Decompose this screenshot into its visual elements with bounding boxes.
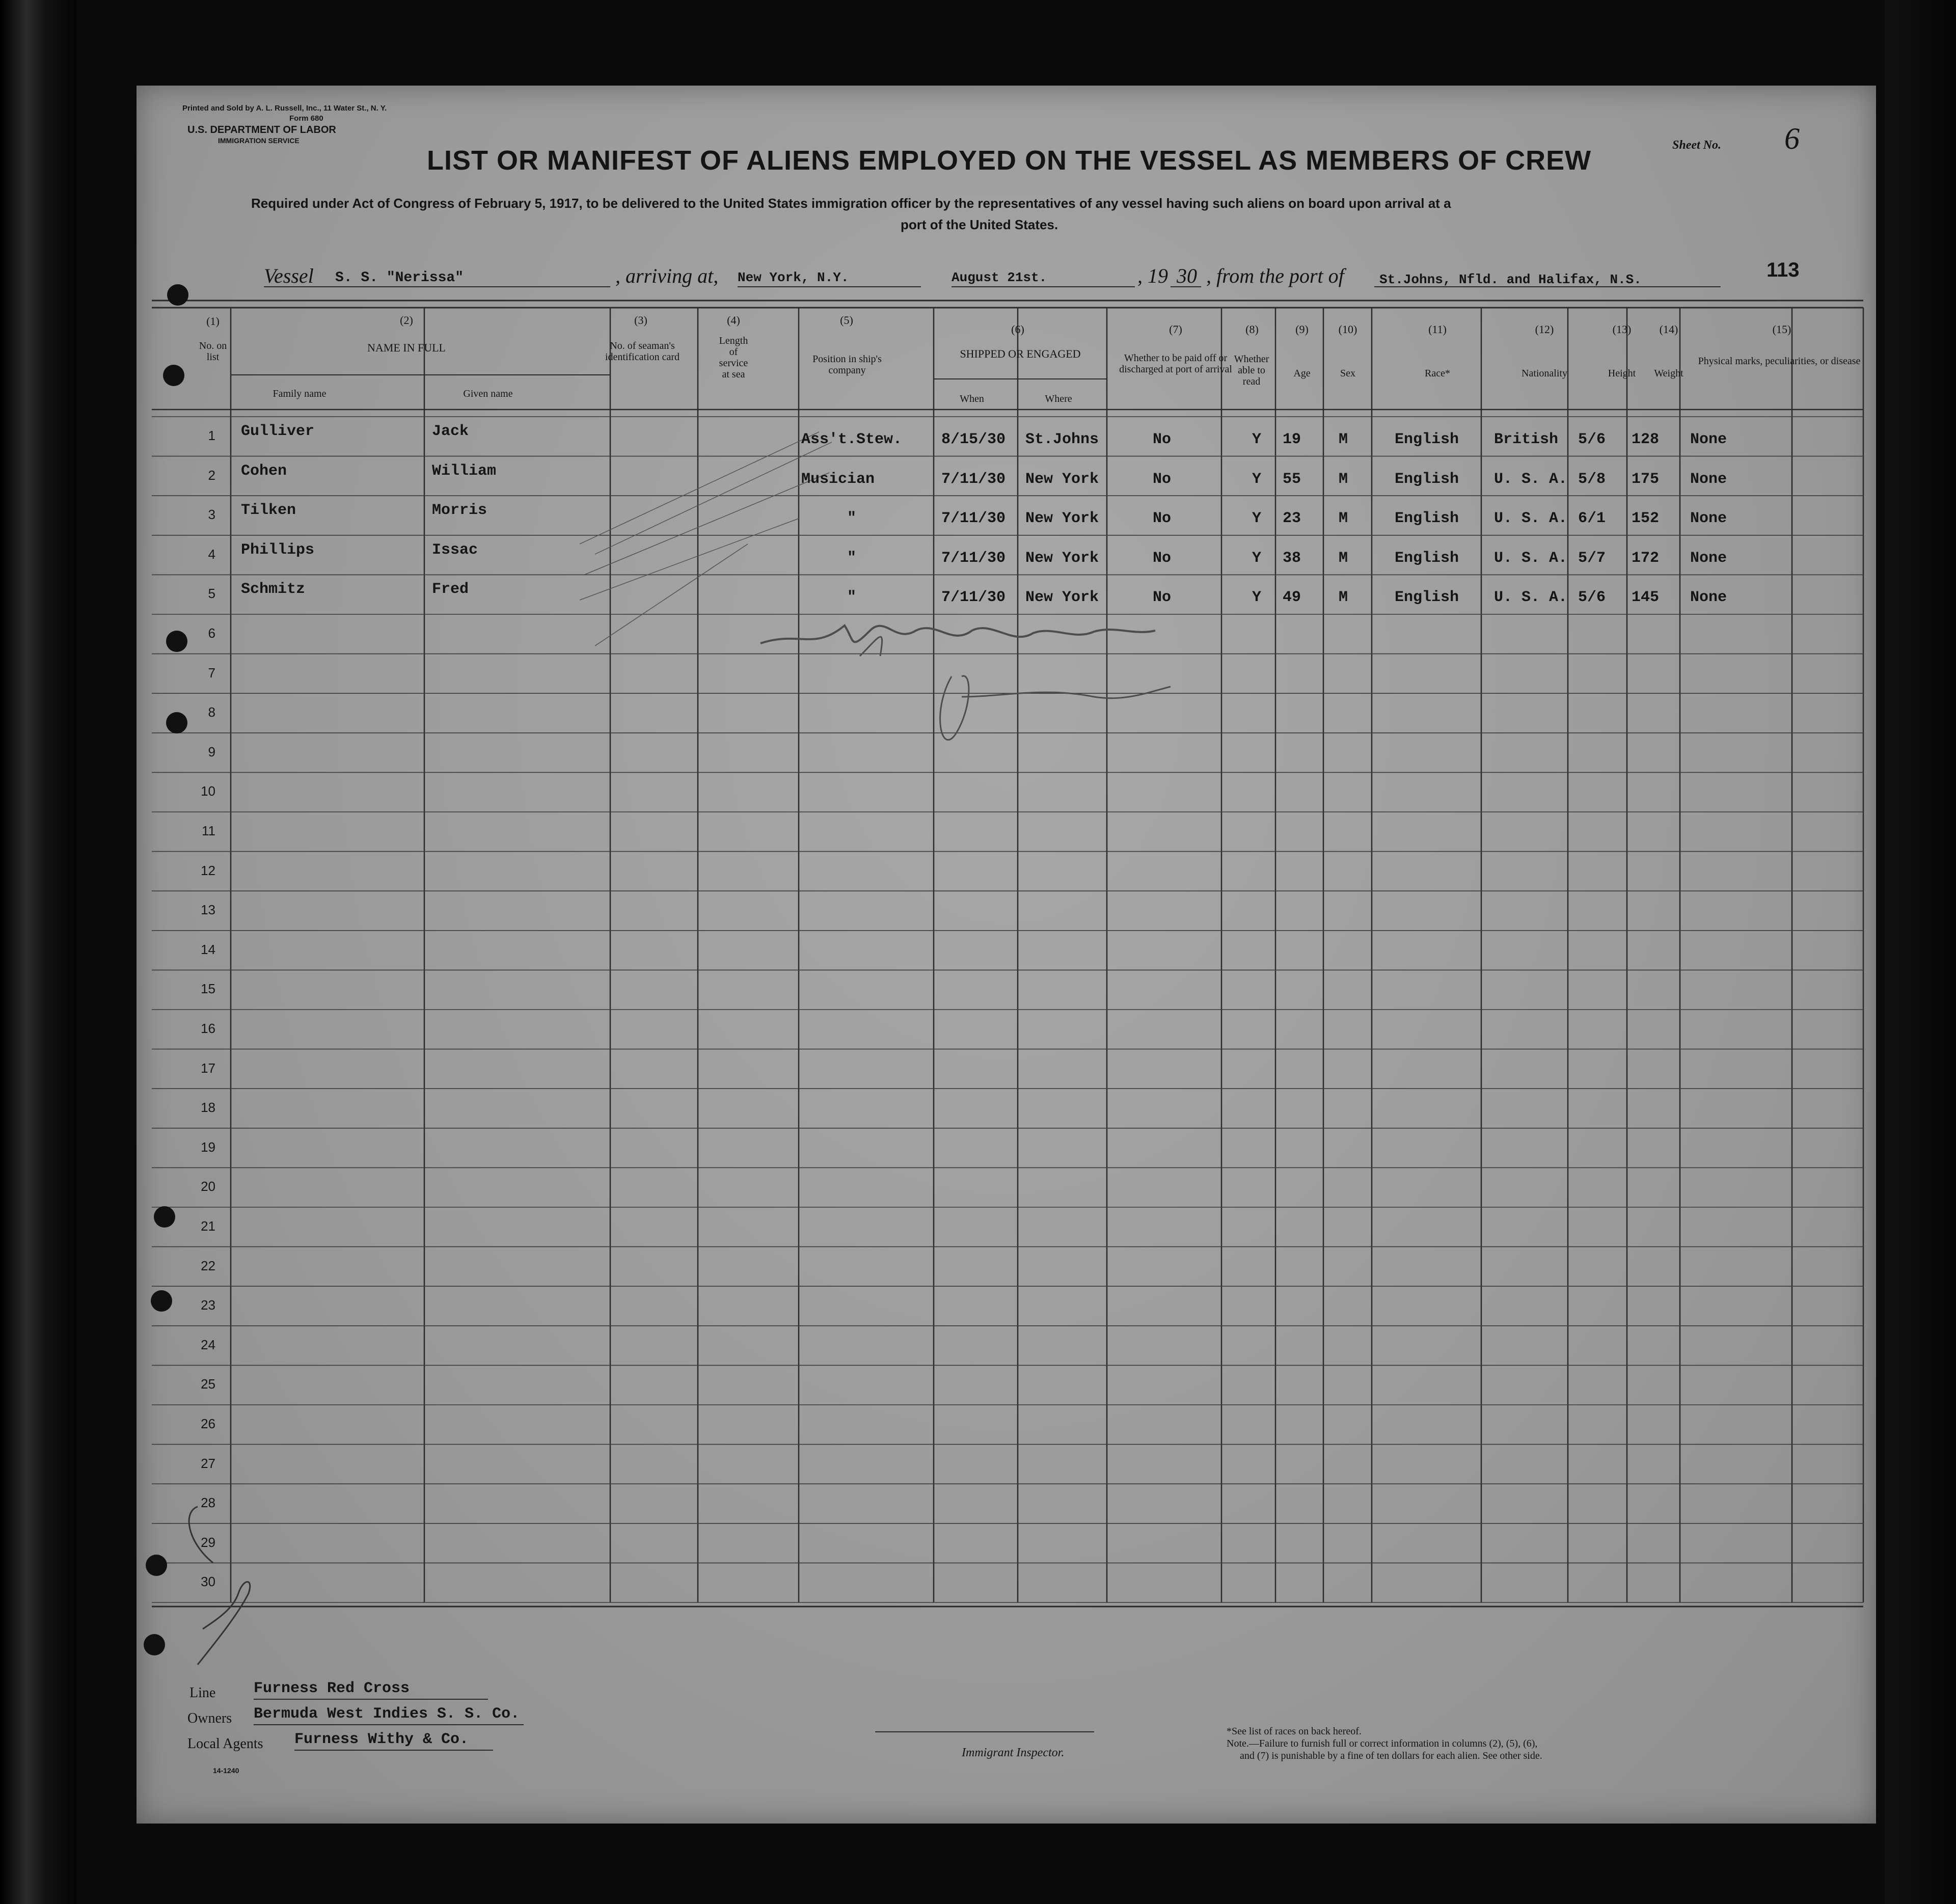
- col7-header: Whether to be paid off or discharged at port of arrival: [1119, 352, 1232, 375]
- row-number: 19: [201, 1139, 215, 1155]
- col8-header: Whether able to read: [1234, 353, 1269, 387]
- row-number: 29: [201, 1534, 215, 1550]
- cell-position: ": [847, 510, 857, 528]
- cell-family: Tilken: [241, 502, 296, 520]
- punch-hole: [166, 712, 187, 733]
- races-note: *See list of races on back hereof.: [1227, 1726, 1362, 1737]
- cell-race: English: [1395, 470, 1459, 488]
- row-number: 2: [208, 467, 215, 483]
- punch-hole: [163, 365, 184, 386]
- agents-label: Local Agents: [187, 1736, 263, 1752]
- film-right-edge: [1885, 0, 1956, 1904]
- cell-when: 7/11/30: [941, 470, 1006, 488]
- col2-number: (2): [400, 314, 413, 327]
- punch-hole: [144, 1634, 165, 1655]
- arrival-date: August 21st.: [952, 270, 1047, 285]
- cell-family: Phillips: [241, 541, 315, 559]
- cell-read: Y: [1252, 510, 1262, 528]
- col9-header: Age: [1293, 368, 1311, 379]
- sheet-label: Sheet No.: [1672, 139, 1721, 152]
- col6-header: SHIPPED OR ENGAGED: [960, 347, 1081, 360]
- signature-name: [829, 615, 861, 621]
- cell-paid-off: No: [1153, 589, 1172, 607]
- grid-line: [595, 544, 748, 646]
- row-number: 1: [208, 428, 215, 443]
- col3-header: No. of seaman's identification card: [605, 340, 680, 363]
- cell-nationality: U. S. A.: [1494, 549, 1568, 567]
- row-number: 30: [201, 1574, 215, 1590]
- cell-read: Y: [1252, 431, 1262, 448]
- owners-label: Owners: [187, 1710, 232, 1726]
- year-prefix: , 19: [1137, 264, 1168, 287]
- row-number: 22: [201, 1258, 215, 1273]
- col15-header: Physical marks, peculiarities, or disease: [1698, 356, 1861, 367]
- col11-header: Race*: [1425, 368, 1450, 379]
- cell-position: ": [847, 549, 857, 567]
- row-number: 15: [201, 981, 215, 997]
- cell-where: New York: [1025, 589, 1099, 607]
- row-number: 4: [208, 546, 215, 562]
- row-number: 10: [201, 783, 215, 799]
- subtitle-line-2: port of the United States.: [901, 217, 1058, 232]
- arriving-label: , arriving at,: [615, 264, 719, 287]
- col13-header: Height: [1608, 368, 1636, 379]
- col6b-header: Where: [1045, 393, 1072, 404]
- col3-number: (3): [634, 314, 647, 327]
- punch-hole: [166, 631, 187, 652]
- cell-height: 5/6: [1578, 431, 1606, 448]
- row-number: 11: [202, 823, 215, 838]
- cell-paid-off: No: [1153, 470, 1172, 488]
- cell-age: 23: [1283, 510, 1301, 528]
- cell-weight: 172: [1632, 549, 1660, 567]
- cell-height: 5/6: [1578, 589, 1606, 607]
- col13-number: (13): [1612, 323, 1632, 336]
- row-number: 18: [201, 1100, 215, 1116]
- line-value: Furness Red Cross: [254, 1680, 410, 1697]
- cell-weight: 145: [1632, 589, 1660, 607]
- cell-weight: 152: [1632, 510, 1660, 528]
- punch-hole: [167, 284, 188, 306]
- row-number: 27: [201, 1455, 215, 1471]
- col7-number: (7): [1169, 323, 1182, 336]
- department-name: U.S. DEPARTMENT OF LABOR: [187, 124, 336, 135]
- arrival-port: New York, N.Y.: [738, 270, 849, 285]
- col9-number: (9): [1295, 323, 1309, 336]
- agents-value: Furness Withy & Co.: [294, 1731, 469, 1748]
- col5-number: (5): [840, 314, 853, 327]
- vessel-name: S. S. "Nerissa": [335, 270, 464, 286]
- cell-when: 7/11/30: [941, 549, 1006, 567]
- row-number: 5: [208, 586, 215, 602]
- col12-header: Nationality: [1522, 368, 1567, 379]
- cell-given: Issac: [432, 541, 478, 559]
- cell-where: New York: [1025, 510, 1099, 528]
- cell-race: English: [1395, 510, 1459, 528]
- col8-number: (8): [1245, 323, 1259, 336]
- cell-given: Morris: [432, 502, 487, 520]
- cell-where: St.Johns: [1025, 431, 1099, 448]
- line-label: Line: [189, 1685, 216, 1701]
- service-name: IMMIGRATION SERVICE: [218, 137, 300, 145]
- cell-weight: 128: [1632, 431, 1660, 448]
- cell-family: Schmitz: [241, 581, 306, 599]
- from-port-label: , from the port of: [1206, 264, 1344, 287]
- cell-read: Y: [1252, 589, 1262, 607]
- cell-read: Y: [1252, 549, 1262, 567]
- printer-line: Printed and Sold by A. L. Russell, Inc., 11 Water St., N. Y.: [182, 104, 387, 113]
- page-title: LIST OR MANIFEST OF ALIENS EMPLOYED ON THE VESSEL AS MEMBERS OF CREW: [427, 145, 1592, 176]
- departure-ports: St.Johns, Nfld. and Halifax, N.S.: [1379, 272, 1642, 287]
- row-number: 25: [201, 1376, 215, 1392]
- row-number: 16: [201, 1021, 215, 1036]
- cell-given: William: [432, 462, 497, 480]
- penalty-note-2: and (7) is punishable by a fine of ten dollars for each alien. See other side.: [1240, 1750, 1542, 1761]
- cell-height: 5/8: [1578, 470, 1606, 488]
- cell-nationality: U. S. A.: [1494, 510, 1568, 528]
- row-number: 9: [208, 744, 215, 759]
- col6a-header: When: [960, 393, 984, 404]
- cell-given: Fred: [432, 581, 469, 599]
- cell-paid-off: No: [1153, 549, 1172, 567]
- punch-hole: [151, 1290, 172, 1312]
- cell-sex: M: [1339, 510, 1348, 528]
- cell-sex: M: [1339, 431, 1348, 448]
- cell-weight: 175: [1632, 470, 1660, 488]
- cell-when: 7/11/30: [941, 589, 1006, 607]
- col14-number: (14): [1659, 323, 1678, 336]
- row-number: 8: [208, 704, 215, 720]
- cell-marks: None: [1690, 589, 1727, 607]
- subtitle-line-1: Required under Act of Congress of February 5, 1917, to be delivered to the United States immigration officer by the representatives of any vessel having such aliens on board upon arrival at a: [251, 196, 1451, 211]
- row-number: 14: [201, 941, 215, 957]
- col2b-header: Given name: [463, 388, 513, 399]
- sheet-number: 6: [1784, 122, 1800, 155]
- cell-sex: M: [1339, 589, 1348, 607]
- cell-nationality: British: [1494, 431, 1559, 448]
- punch-hole: [146, 1555, 167, 1576]
- vessel-label: Vessel: [264, 264, 314, 287]
- page-number: 113: [1767, 259, 1800, 281]
- form-code: 14-1240: [213, 1766, 239, 1775]
- row-number: 24: [201, 1337, 215, 1352]
- cell-age: 38: [1283, 549, 1301, 567]
- row-number: 17: [201, 1060, 215, 1076]
- form-number: Form 680: [289, 114, 323, 123]
- immigrant-inspector-label: Immigrant Inspector.: [962, 1746, 1065, 1759]
- cell-paid-off: No: [1153, 510, 1172, 528]
- row-number: 21: [201, 1218, 215, 1234]
- col2-header: NAME IN FULL: [367, 341, 446, 354]
- cell-nationality: U. S. A.: [1494, 589, 1568, 607]
- row-number: 13: [201, 902, 215, 918]
- cell-read: Y: [1252, 470, 1262, 488]
- owners-value: Bermuda West Indies S. S. Co.: [254, 1705, 520, 1723]
- cell-race: English: [1395, 431, 1459, 448]
- col5-header: Position in ship's company: [812, 353, 882, 376]
- grid-line: [595, 442, 832, 554]
- cell-where: New York: [1025, 549, 1099, 567]
- cell-where: New York: [1025, 470, 1099, 488]
- col2a-header: Family name: [273, 388, 327, 399]
- col1-header: No. on list: [199, 340, 227, 363]
- row-number: 20: [201, 1179, 215, 1194]
- col11-number: (11): [1428, 323, 1447, 336]
- cell-race: English: [1395, 589, 1459, 607]
- year-value: 30: [1177, 264, 1197, 287]
- row-number: 3: [208, 507, 215, 523]
- cell-position: ": [847, 589, 857, 607]
- cell-race: English: [1395, 549, 1459, 567]
- row-number: 12: [201, 862, 215, 878]
- grid-line: [585, 473, 829, 575]
- row-number: 28: [201, 1495, 215, 1511]
- punch-hole: [154, 1206, 175, 1228]
- cell-when: 8/15/30: [941, 431, 1006, 448]
- cell-paid-off: No: [1153, 431, 1172, 448]
- col6-number: (6): [1011, 323, 1024, 336]
- col4-number: (4): [727, 314, 740, 327]
- cell-age: 55: [1283, 470, 1301, 488]
- cell-sex: M: [1339, 470, 1348, 488]
- col10-number: (10): [1338, 323, 1357, 336]
- cell-nationality: U. S. A.: [1494, 470, 1568, 488]
- row-number: 6: [208, 625, 215, 641]
- cell-marks: None: [1690, 510, 1727, 528]
- cell-when: 7/11/30: [941, 510, 1006, 528]
- cell-marks: None: [1690, 470, 1727, 488]
- signature-title: [972, 687, 991, 692]
- cell-marks: None: [1690, 431, 1727, 448]
- col14-header: Weight: [1654, 368, 1683, 379]
- col15-number: (15): [1772, 323, 1791, 336]
- col12-number: (12): [1535, 323, 1554, 336]
- col10-header: Sex: [1340, 368, 1355, 379]
- penalty-note-1: Note.—Failure to furnish full or correct information in columns (2), (5), (6),: [1227, 1738, 1538, 1749]
- cell-position: Ass't.Stew.: [801, 431, 903, 448]
- row-number: 26: [201, 1416, 215, 1431]
- row-number: 7: [208, 665, 215, 681]
- cell-given: Jack: [432, 423, 469, 440]
- cell-age: 19: [1283, 431, 1301, 448]
- cell-family: Gulliver: [241, 423, 315, 440]
- cell-height: 6/1: [1578, 510, 1606, 528]
- cell-age: 49: [1283, 589, 1301, 607]
- manifest-sheet: [137, 86, 1876, 1824]
- cell-sex: M: [1339, 549, 1348, 567]
- col1-number: (1): [206, 315, 220, 328]
- film-left-edge: [0, 0, 76, 1904]
- cell-height: 5/7: [1578, 549, 1606, 567]
- row-number: 23: [201, 1297, 215, 1313]
- cell-family: Cohen: [241, 462, 287, 480]
- cell-marks: None: [1690, 549, 1727, 567]
- cell-position: Musician: [801, 470, 875, 488]
- col4-header: Length of service at sea: [719, 335, 748, 380]
